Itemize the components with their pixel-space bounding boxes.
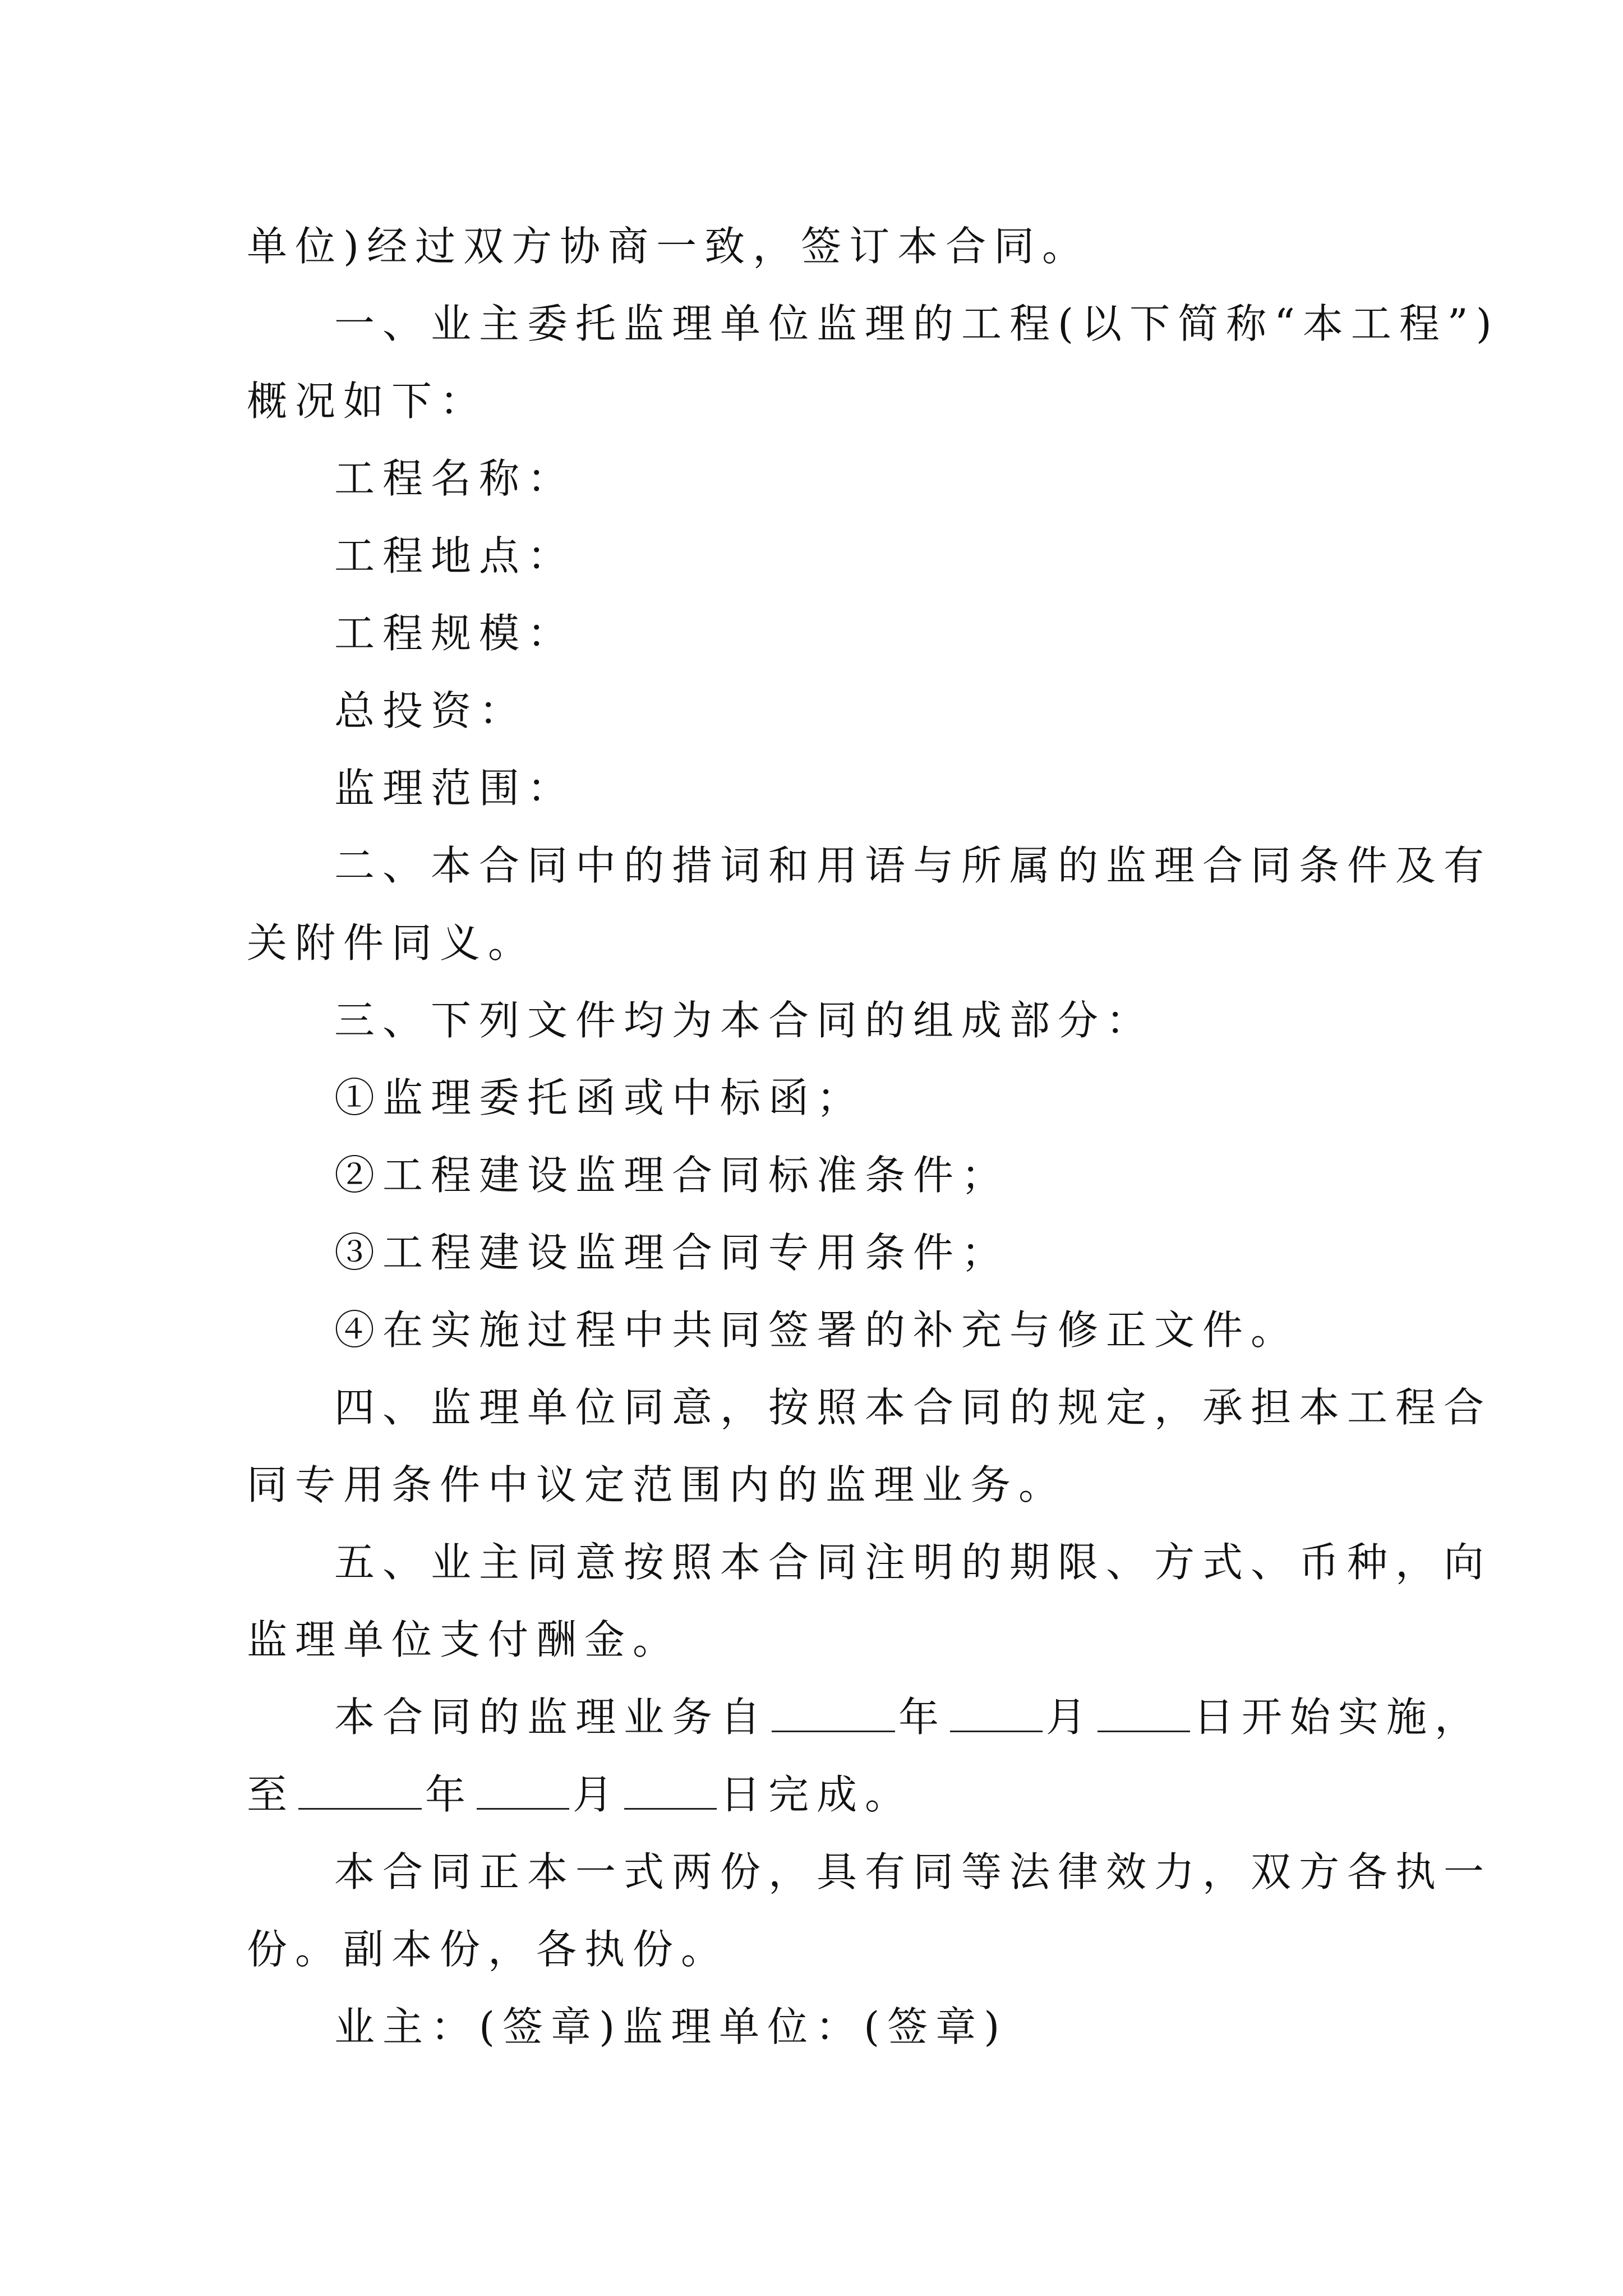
year-label: 年 xyxy=(898,1694,947,1741)
end-date-suffix: 日完成。 xyxy=(720,1771,914,1818)
start-date-prefix: 本合同的监理业务自 xyxy=(334,1694,769,1741)
document-list-item: ③工程建设监理合同专用条件； xyxy=(334,1229,1010,1276)
document-list-item: ②工程建设监理合同标准条件； xyxy=(334,1152,1010,1199)
start-day-blank xyxy=(1098,1697,1190,1732)
start-month-blank xyxy=(950,1697,1043,1732)
document-body xyxy=(247,208,1500,2065)
end-date-line xyxy=(247,1756,1424,1833)
end-year-blank xyxy=(298,1774,422,1810)
document-list-item: ④在实施过程中共同签署的补充与修正文件。 xyxy=(334,1306,1299,1354)
start-date-line xyxy=(247,1678,1483,1756)
clause-two-line-1: 二、本合同中的措词和用语与所属的监理合同条件及有 xyxy=(334,842,1492,889)
month-label: 月 xyxy=(573,1771,621,1818)
end-month-blank xyxy=(477,1774,569,1810)
end-day-blank xyxy=(624,1774,717,1810)
copies-line-2: 份。副本份，各执份。 xyxy=(247,1926,730,1973)
copies-line-1: 本合同正本一式两份，具有同等法律效力，双方各执一 xyxy=(334,1848,1492,1895)
project-name-field: 工程名称： xyxy=(334,455,576,502)
document-list-item: ①监理委托函或中标函； xyxy=(334,1074,865,1121)
clause-five-line-2: 监理单位支付酬金。 xyxy=(247,1616,681,1663)
clause-five-line-1: 五、业主同意按照本合同注明的期限、方式、币种，向 xyxy=(334,1539,1492,1586)
total-investment-field: 总投资： xyxy=(334,687,528,734)
clause-four-line-2: 同专用条件中议定范围内的监理业务。 xyxy=(247,1461,1067,1508)
clause-one-line-2: 概况如下： xyxy=(247,378,488,425)
year-label: 年 xyxy=(425,1771,474,1818)
project-scale-field: 工程规模： xyxy=(334,610,576,657)
clause-one-line-1: 一、业主委托监理单位监理的工程(以下简称“本工程”) xyxy=(334,300,1500,347)
month-label: 月 xyxy=(1046,1694,1095,1741)
clause-four-line-1: 四、监理单位同意，按照本合同的规定，承担本工程合 xyxy=(334,1384,1492,1431)
project-location-field: 工程地点： xyxy=(334,532,576,579)
signature-line: 业主：(签章)监理单位：(签章) xyxy=(334,2003,1008,2050)
supervision-scope-field: 监理范围： xyxy=(334,765,576,812)
clause-two-line-2: 关附件同义。 xyxy=(247,919,537,967)
end-date-prefix: 至 xyxy=(247,1771,296,1818)
start-date-suffix: 日开始实施， xyxy=(1193,1694,1483,1741)
paragraph-line: 单位)经过双方协商一致，签订本合同。 xyxy=(247,223,1091,270)
clause-three-line: 三、下列文件均为本合同的组成部分： xyxy=(334,997,1155,1044)
start-year-blank xyxy=(772,1697,895,1732)
